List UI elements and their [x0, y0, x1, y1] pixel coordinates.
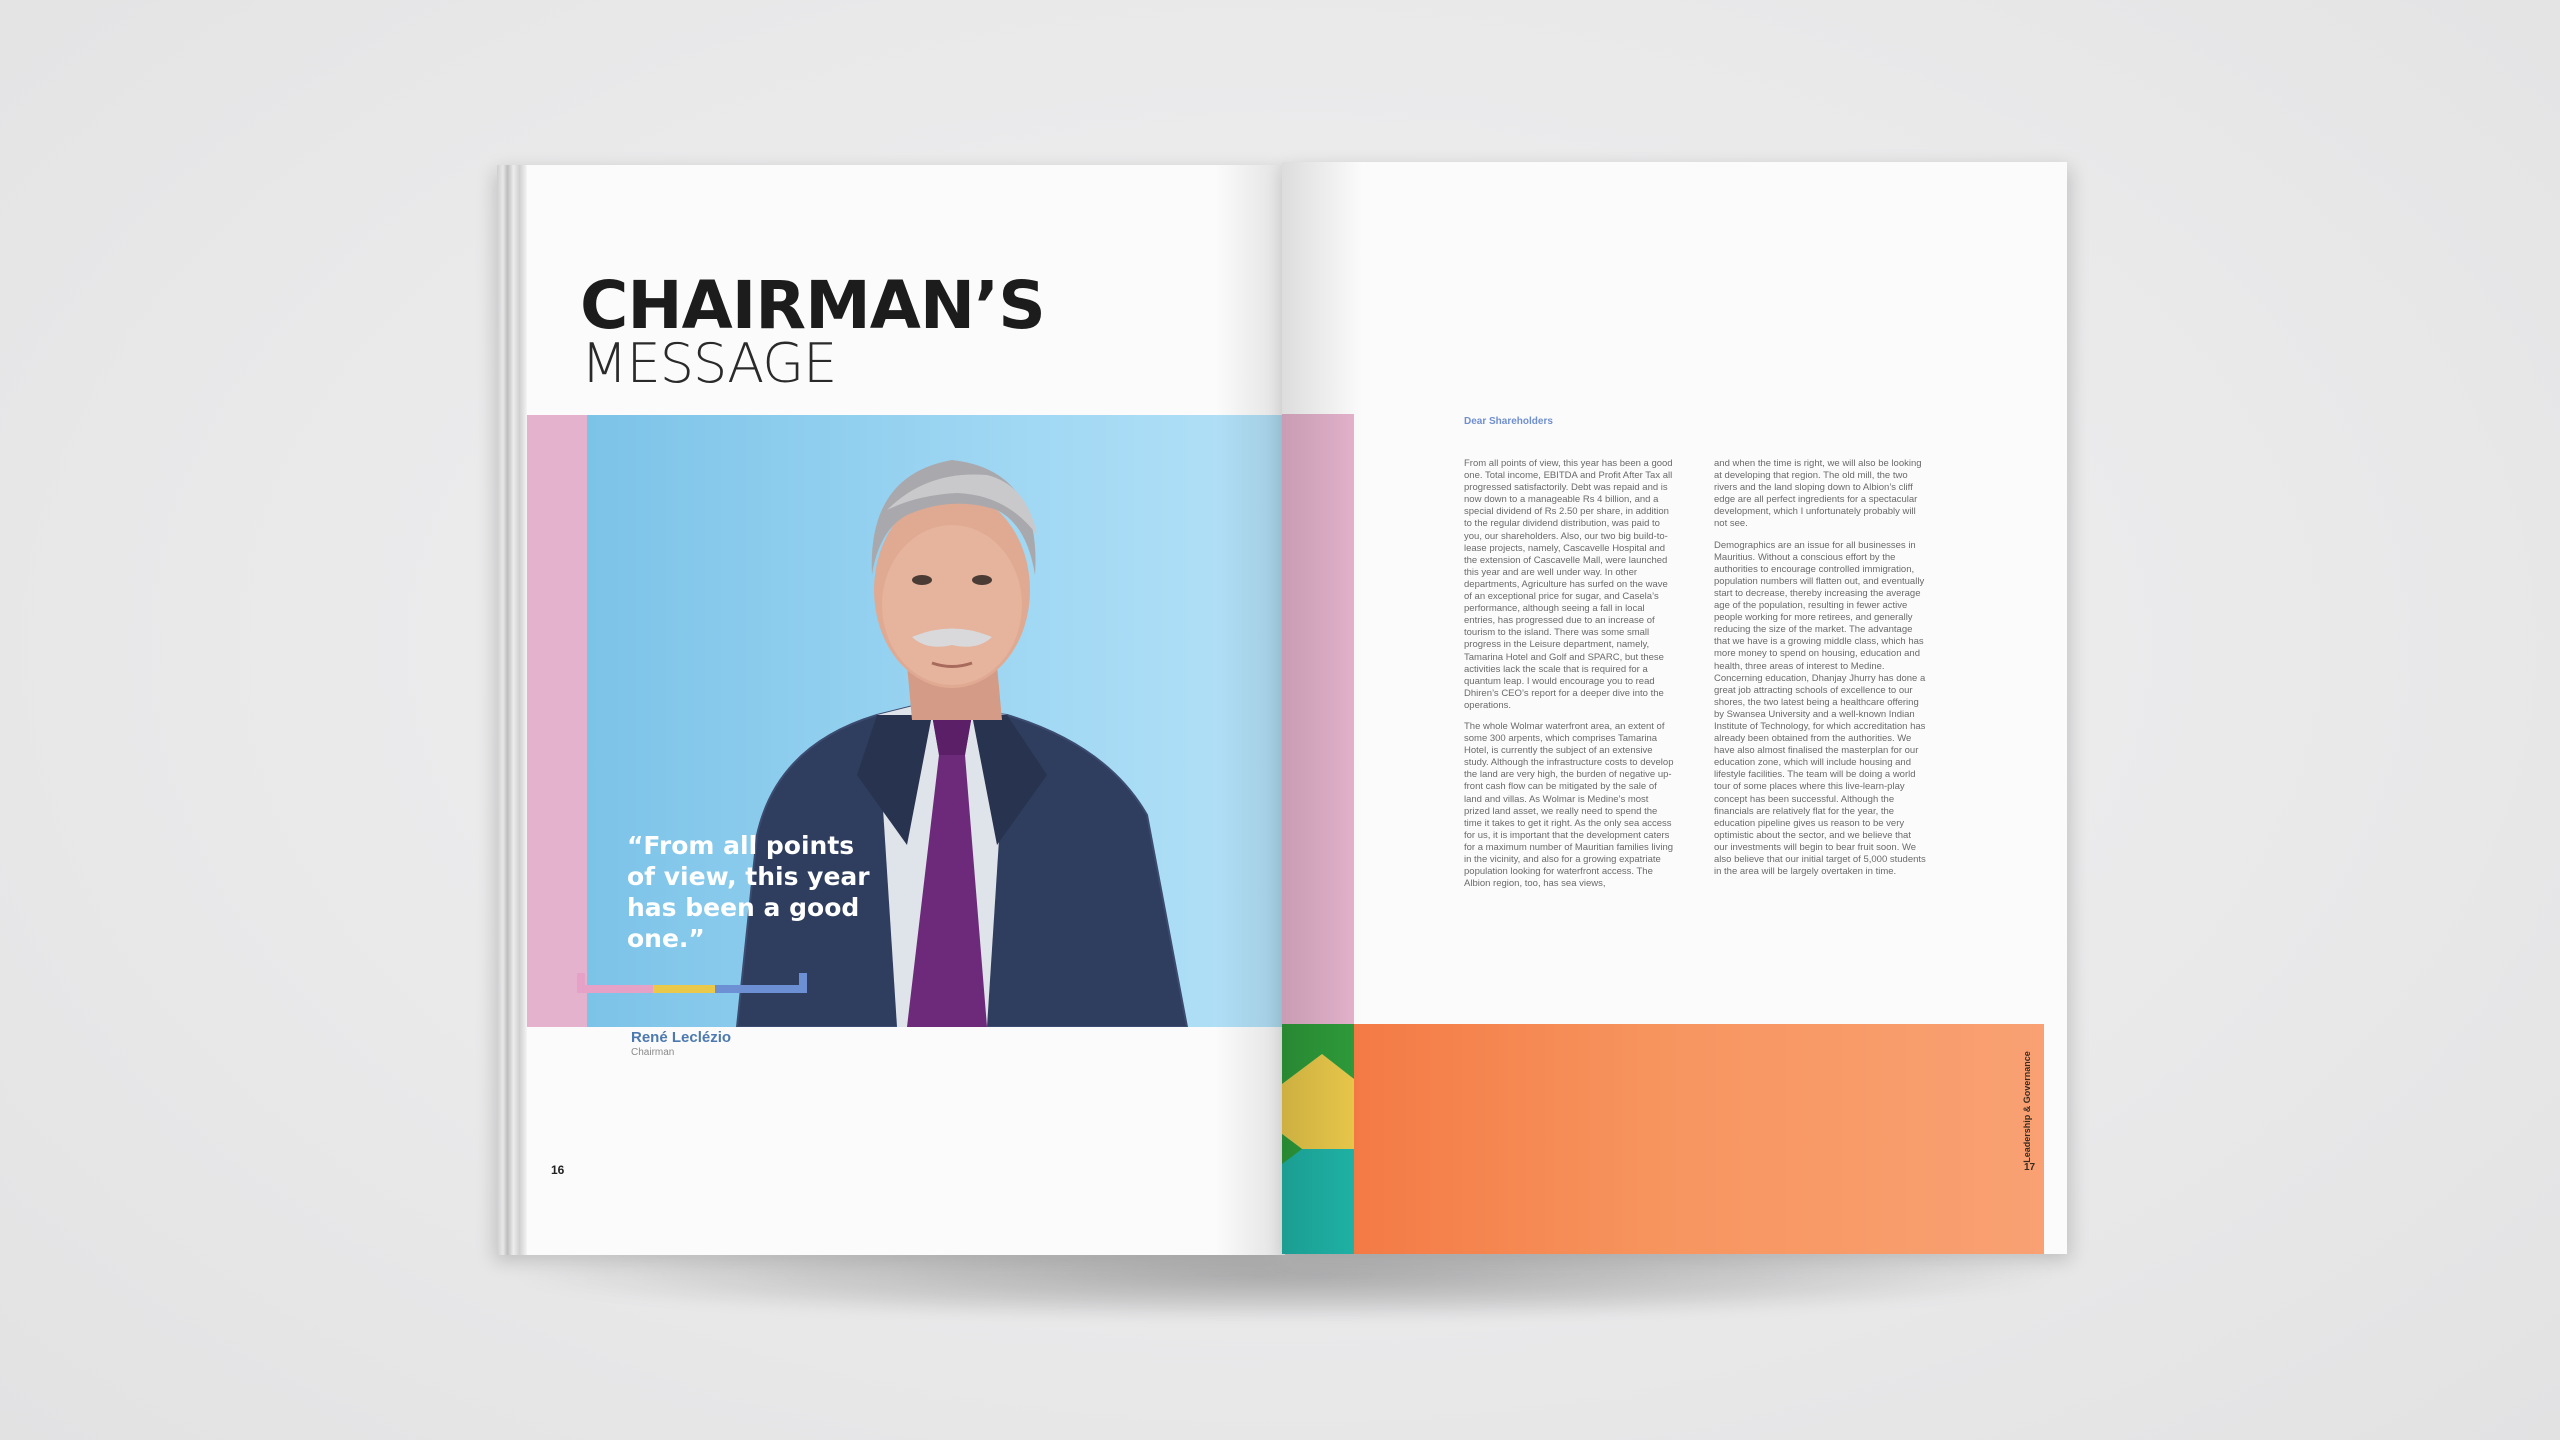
letter-greeting: Dear Shareholders	[1464, 416, 1553, 427]
pink-accent-block-right	[1282, 414, 1354, 1024]
section-label: Leadership & Governance	[2022, 1051, 2032, 1163]
page-number-right: 17	[2024, 1162, 2036, 1173]
page-title: CHAIRMAN’S	[580, 267, 1045, 344]
quote-color-bar	[577, 985, 807, 993]
right-page	[1282, 162, 2067, 1254]
left-page	[497, 165, 1285, 1255]
paragraph: Demographics are an issue for all businesses in Mauritius. Without a conscious effort by the authorities to encourage controlled immigration, population numbers will flatten out, and eventually start to decrease, thereby increasing the average age of the population, resulting in fewer active people working for more retirees, and generally reducing the size of the market. The advantage that we have is a growing middle class, which has more money to spend on housing, education and health, three areas of interest to Medine. Concerning education, Dhanjay Jhurry has done a great job attracting schools of excellence to our shores, the two latest being a healthcare offering by Swansea University and a well-known Indian Institute of Technology, for which accreditation has already been obtained from the authorities. We have also almost finalised the masterplan for our education zone, which will include housing and lifestyle facilities. The team will be doing a world tour of some places where this live-learn-play concept has been successful. Although the financials are relatively flat for the year, the education pipeline gives us reason to be very optimistic about the sector, and we believe that our investments will begin to bear fruit soon. We also believe that our initial target of 5,000 students in the area will be largely overtaken in time.	[1714, 539, 1926, 878]
signatory-name: René Leclézio	[631, 1029, 732, 1046]
decorative-shapes	[1282, 1024, 1354, 1254]
page-edges	[497, 165, 527, 1255]
pull-quote: “From all points of view, this year has been a good one.”	[627, 831, 870, 953]
quote-bar-hook-right	[799, 973, 807, 989]
pink-accent-block	[527, 415, 587, 1027]
paragraph: and when the time is right, we will also be looking at developing that region. The old mill, the two rivers and the land sloping down to Albion’s cliff edge are all perfect ingredients for a spectacular development, which I unfortunately probably will not see.	[1714, 458, 1922, 530]
page-number-left: 16	[551, 1163, 565, 1177]
chairman-portrait	[587, 415, 1285, 1027]
paragraph: The whole Wolmar waterfront area, an extent of some 300 arpents, which comprises Tamarina Hotel, is currently the subject of an extensive study. Although the infrastructure costs to develop the land are very high, the burden of negative up-front cash flow can be mitigated by the sale of land and villas. As Wolmar is Medine’s most prized land asset, we really need to spend the time it takes to get it right. As the only sea access for us, it is important that the development caters for a maximum number of Mauritian families living in the vicinity, and also for a growing expatriate population looking for waterfront access. The Albion region, too, has sea views,	[1464, 720, 1674, 890]
paragraph: From all points of view, this year has been a good one. Total income, EBITDA and Profit After Tax all progressed satisfactorily. Debt was repaid and is now down to a manageable Rs 4 billion, and a special dividend of Rs 2.50 per share, in addition to the regular dividend distribution, was paid to you, our shareholders. Also, our two big build-to-lease projects, namely, Cascavelle Hospital and the extension of Cascavelle Mall, were launched this year and are well under way. In other departments, Agriculture has surfed on the wave of an exceptional price for sugar, and Casela’s performance, although seeing a fall in local entries, has progressed due to an increase of tourism to the island. There was some small progress in the Leisure department, namely, Tamarina Hotel and Golf and SPARC, but these activities lack the scale that is required for a quantum leap. I would encourage you to read Dhiren’s CEO’s report for a deeper dive into the operations.	[1464, 458, 1673, 711]
signatory-role: Chairman	[631, 1047, 675, 1058]
text-column-1	[1464, 458, 1676, 899]
orange-footer-block	[1354, 1024, 2044, 1254]
page-subtitle: MESSAGE	[581, 332, 837, 395]
text-column-2	[1714, 458, 1926, 887]
